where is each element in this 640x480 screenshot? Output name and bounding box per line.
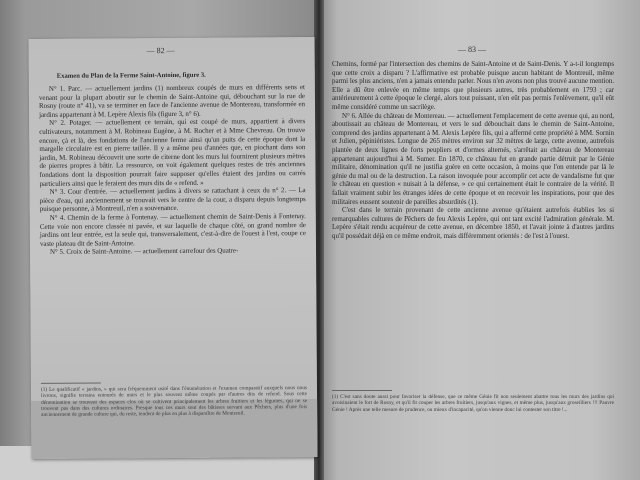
right-paragraph: C'est dans le terrain provenant de cette ancienne avenue qu'étaient autrefois établies les si remarquables cultures de Pêchers de feu Alexis Lepère, qui ont tant excité l'admiration générale. M. Lepère s'était rendu acquéreur de cette avenue, en décembre 1850, et l'avait jointe à d'autres jardins qu'il possédait déjà en ce même endroit, mais différemment orientés : de l'est à l'ouest.: [332, 206, 614, 240]
left-page-number: — 82 —: [146, 45, 175, 56]
right-paragraph: N° 6. Allée du château de Montereau. — actuellement l'emplacement de cette avenue qui, au nord, aboutissait au château de Montereau, et vers le sud débouchait dans le chemin de Saint-Antoine, comprend des jardins appartenant à M. Alexis Lepère fils, qui a affermé cette propriété à MM. Sornin et Julien, pépiniéristes. Longue de 265 mètres environ sur 32 mètres de large, cette avenue, autrefois plantée de deux lignes de forts peupliers et d'ormes alternés, s'arrêtait au château de Montereau appartenant aujourd'hui à M. Sumer. En 1870, ce château fut en grande partie détruit par le Génie militaire, dénomination qu'il ne justifia guère en cette occasion, à moins que l'on entende par là le génie du mal ou de la destruction. La raison invoquée pour accomplir cet acte de vandalisme fut que le château en question « nuisait à la défense, » ce qui certainement était le contraire de la vérité. Il fallait vraiment subir les étranges idées de cette époque et en recevoir les inspirations, pour que des militaires eussent soutenir de pareilles absurdités (1).: [332, 111, 614, 206]
right-footnote-rule: [332, 390, 392, 391]
left-footnote: (1) Le qualificatif « jardins, » qui sera fréquemment usité dans l'énumération et l'examen comparatif auxquels nous nous livrons, signifie terrains entourés de murs et le plus souvent même coupés par d'autres dits de refend. Sous cette dénomination se trouvent des espaces clos où se cultivent principalement les arbres fruitiers et les légumes, qui ne se trouvent pas dans des cultures ordinaires. Presque tous ces murs sont des bâtisses servant aux Pêchers, plus d'une fois anciennement de grande culture qui, du reste, tendent de plus en plus à disparaître de Montreuil.: [40, 385, 308, 419]
left-page-insert: [29, 37, 318, 459]
left-page-heading: Examen du Plan de la Ferme Saint-Antoine, figure 3.: [56, 71, 206, 80]
left-page-text: [39, 83, 306, 257]
left-footnote-rule: [41, 383, 101, 384]
left-paragraph: N° 4. Chemin de la ferme à Fontenay. — actuellement chemin de Saint-Denis à Fontenay. Cette voie non encore classée ni pavée, et sur laquelle de chaque côté, on grand nombre de jardins ont leur entrée, est la seule qui, transversalement, c'est-à-dire de l'ouest à l'est, coupe ce vaste plateau dit de Saint-Antoine.: [39, 211, 306, 248]
right-paragraph: Chemins, formé par l'intersection des chemins de Saint-Antoine et de Saint-Denis. Y a-t-il longtemps que cette croix a disparu ? L'affirmative est probable puisque aucun habitant de Montreuil, même parmi les plus anciens, n'en a jamais entendu parler. Nous n'en avons non plus trouvé aucune mention. Elle a dû être enlevée en même temps que plusieurs autres, très probablement en 1793 ; car antérieurement à cette époque le clergé, alors tout puissant, n'en eût pas permis l'enlèvement, qu'il eût même considéré comme un sacrilège.: [332, 60, 614, 111]
right-page: [318, 0, 640, 480]
left-paragraph: N° 5. Croix de Saint-Antoine. — actuellement carrefour des Quatre-: [49, 246, 239, 257]
left-paragraph: N° 1. Parc. — actuellement jardins (1) nombreux coupés de murs en différents sens et venant pour la plupart aboutir sur le chemin de Saint-Antoine qui, débouchant sur la rue de Rosny (route n° 41), va se terminer en face de l'ancienne avenue de Montereau, transformée en jardins appartenant à M. Lepère Alexis fils (figure 3, n° 6).: [38, 83, 306, 119]
left-paragraph: N° 2. Potager. — actuellement ce terrain, qui est coupé de murs, appartient à divers cultivateurs, notamment à M. Robineau Eugène, à M. Rocher et à Mme Chevreau. On trouve encore, çà et là, des fondations de l'ancienne ferme ainsi qu'un puits de cette époque dont la margelle circulaire est en pierre taillée. Il y a même peu d'années que, en piochant dans son jardin, M. Robineau découvrit une sorte de citerne dont les murs lui fournirent plusieurs mètres de pierres propres à bâtir. La ressource, on voit également quelques restes de très anciennes fondations dont la disposition pourrait faire supposer qu'elles étaient des jardins ou carrés particuliers ainsi que le feraient des murs dits de « refend. »: [39, 117, 306, 188]
left-paragraph: N° 3. Cour d'entrée. — actuellement jardins à divers se rattachant à ceux du n° 2. — La pièce d'eau, qui anciennement se trouvait vers le centre de la cour, a disparu depuis longtemps puisque personne, à Montreuil, n'en a souvenance.: [39, 186, 306, 214]
right-footnote: (1) C'est sans doute aussi pour favoriser la défense, que ce même Génie fit non seulement abattre tous les murs des jardins qui avoisinaient le fort de Rosny, et qu'il fit couper les arbres fruitiers, jusqu'aux vignes, et même plus, jusqu'aux groseilliers !!! Pauvre Génie ! Après une telle mesure de prudence, ou mieux d'incapacité, qu'on vienne donc lui contester son titre !...: [332, 394, 614, 413]
right-page-number: — 83 —: [458, 45, 486, 54]
right-page-text: [332, 60, 614, 240]
